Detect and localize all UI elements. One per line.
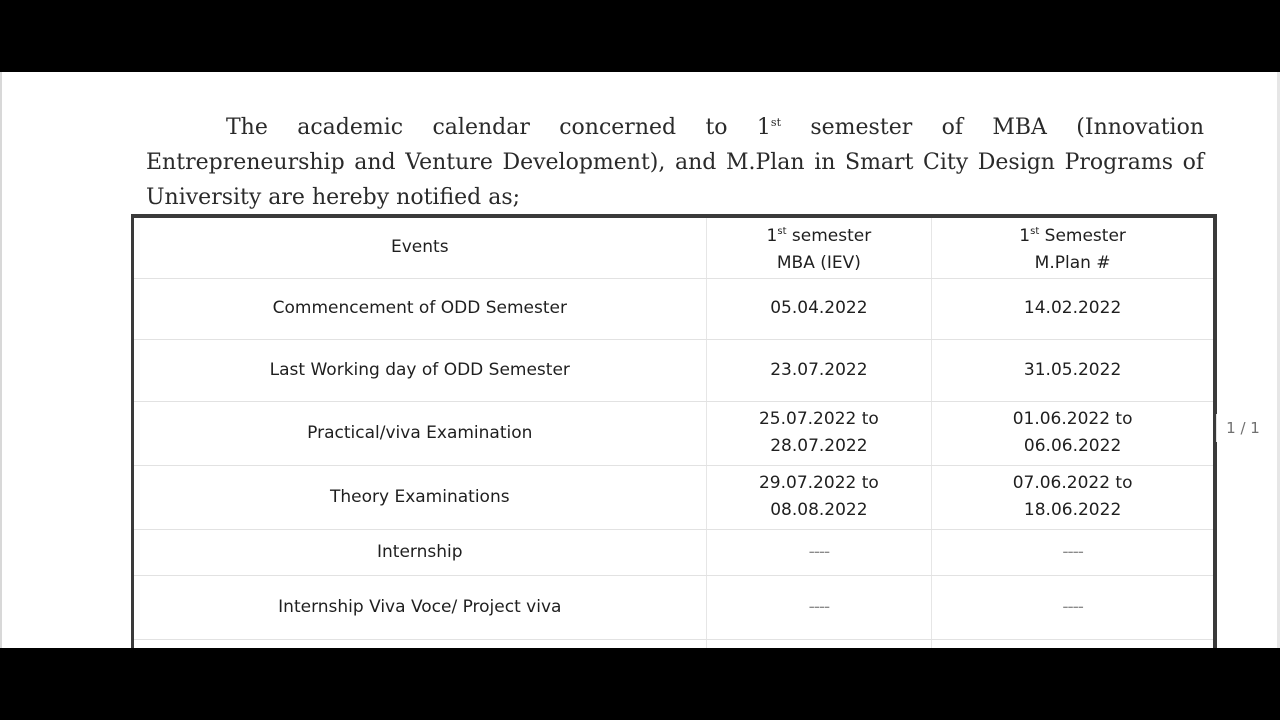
table-row — [133, 401, 1216, 465]
table-row — [133, 278, 1216, 339]
page-counter: 1 / 1 — [1216, 414, 1270, 442]
event-cell: Theory Examinations — [133, 465, 707, 529]
header-mba-line1: semester — [786, 226, 872, 247]
event-cell: Last Working day of ODD Semester — [133, 339, 707, 401]
mplan-date: 31.05.2022 — [1023, 359, 1122, 380]
table-row — [133, 575, 1216, 639]
event-cell: Internship — [133, 529, 707, 575]
mba-date: ---- — [808, 541, 830, 562]
mba-date-cell — [706, 465, 932, 529]
mba-date-start: 29.07.2022 to — [758, 473, 879, 493]
letterbox-bottom — [0, 648, 1280, 720]
table-row — [133, 339, 1216, 401]
mba-date-cell — [706, 575, 932, 639]
academic-calendar-table — [131, 214, 1217, 670]
paragraph-line-2: Entrepreneurship and Venture Development), and M.Plan in Smart City Design Programs of — [146, 150, 1204, 175]
mplan-date-cell — [932, 339, 1215, 401]
paragraph-line-3: University are hereby notified as; — [146, 185, 521, 210]
header-mplan-line2: M.Plan # — [1034, 253, 1111, 274]
header-mba-num: 1 — [766, 226, 778, 247]
table-row — [133, 465, 1216, 529]
header-mba-sup: st — [777, 226, 787, 238]
event-cell: Commencement of ODD Semester — [133, 278, 707, 339]
event-cell: Practical/viva Examination — [133, 401, 707, 465]
paragraph-line-1 — [146, 105, 1204, 145]
table-header-row — [133, 216, 1216, 278]
header-mplan — [932, 216, 1215, 278]
mplan-date-cell — [932, 278, 1215, 339]
mba-date-start: 25.07.2022 to — [758, 409, 879, 429]
table-row — [133, 529, 1216, 575]
mplan-date-end: 18.06.2022 — [1023, 500, 1122, 520]
mplan-date: ---- — [1062, 541, 1083, 562]
header-mplan-line1: Semester — [1039, 226, 1126, 247]
paragraph-line-1-start: The academic calendar concerned to 1 — [226, 115, 771, 140]
page-left-edge — [0, 72, 2, 648]
header-events: Events — [133, 216, 707, 278]
mplan-date-end: 06.06.2022 — [1023, 436, 1122, 456]
header-mba — [706, 216, 932, 278]
mba-date-cell — [706, 401, 932, 465]
header-mba-line2: MBA (IEV) — [776, 253, 861, 274]
mplan-date-cell — [932, 529, 1215, 575]
mplan-date-start: 07.06.2022 to — [1012, 473, 1133, 493]
mba-date-cell — [706, 339, 932, 401]
letterbox-top — [0, 0, 1280, 72]
mba-date: ---- — [808, 596, 830, 617]
paragraph-line-1-end: semester of MBA (Innovation — [781, 115, 1204, 140]
mplan-date: 14.02.2022 — [1023, 298, 1122, 318]
mba-date: 23.07.2022 — [770, 359, 868, 380]
mplan-date-cell — [932, 575, 1215, 639]
mba-date-end: 28.07.2022 — [770, 436, 868, 456]
mplan-date-cell — [932, 401, 1215, 465]
mplan-date: ---- — [1062, 596, 1083, 617]
event-cell: Internship Viva Voce/ Project viva — [133, 575, 707, 639]
notification-paragraph — [146, 105, 1204, 215]
mba-date-cell — [706, 529, 932, 575]
mplan-date-start: 01.06.2022 to — [1012, 409, 1133, 429]
ordinal-suffix: st — [770, 116, 781, 129]
mba-date-cell — [706, 278, 932, 339]
mba-date-end: 08.08.2022 — [770, 500, 868, 520]
mba-date: 05.04.2022 — [770, 298, 868, 318]
header-mplan-sup: st — [1030, 226, 1040, 238]
header-mplan-num: 1 — [1019, 226, 1031, 247]
mplan-date-cell — [932, 465, 1215, 529]
